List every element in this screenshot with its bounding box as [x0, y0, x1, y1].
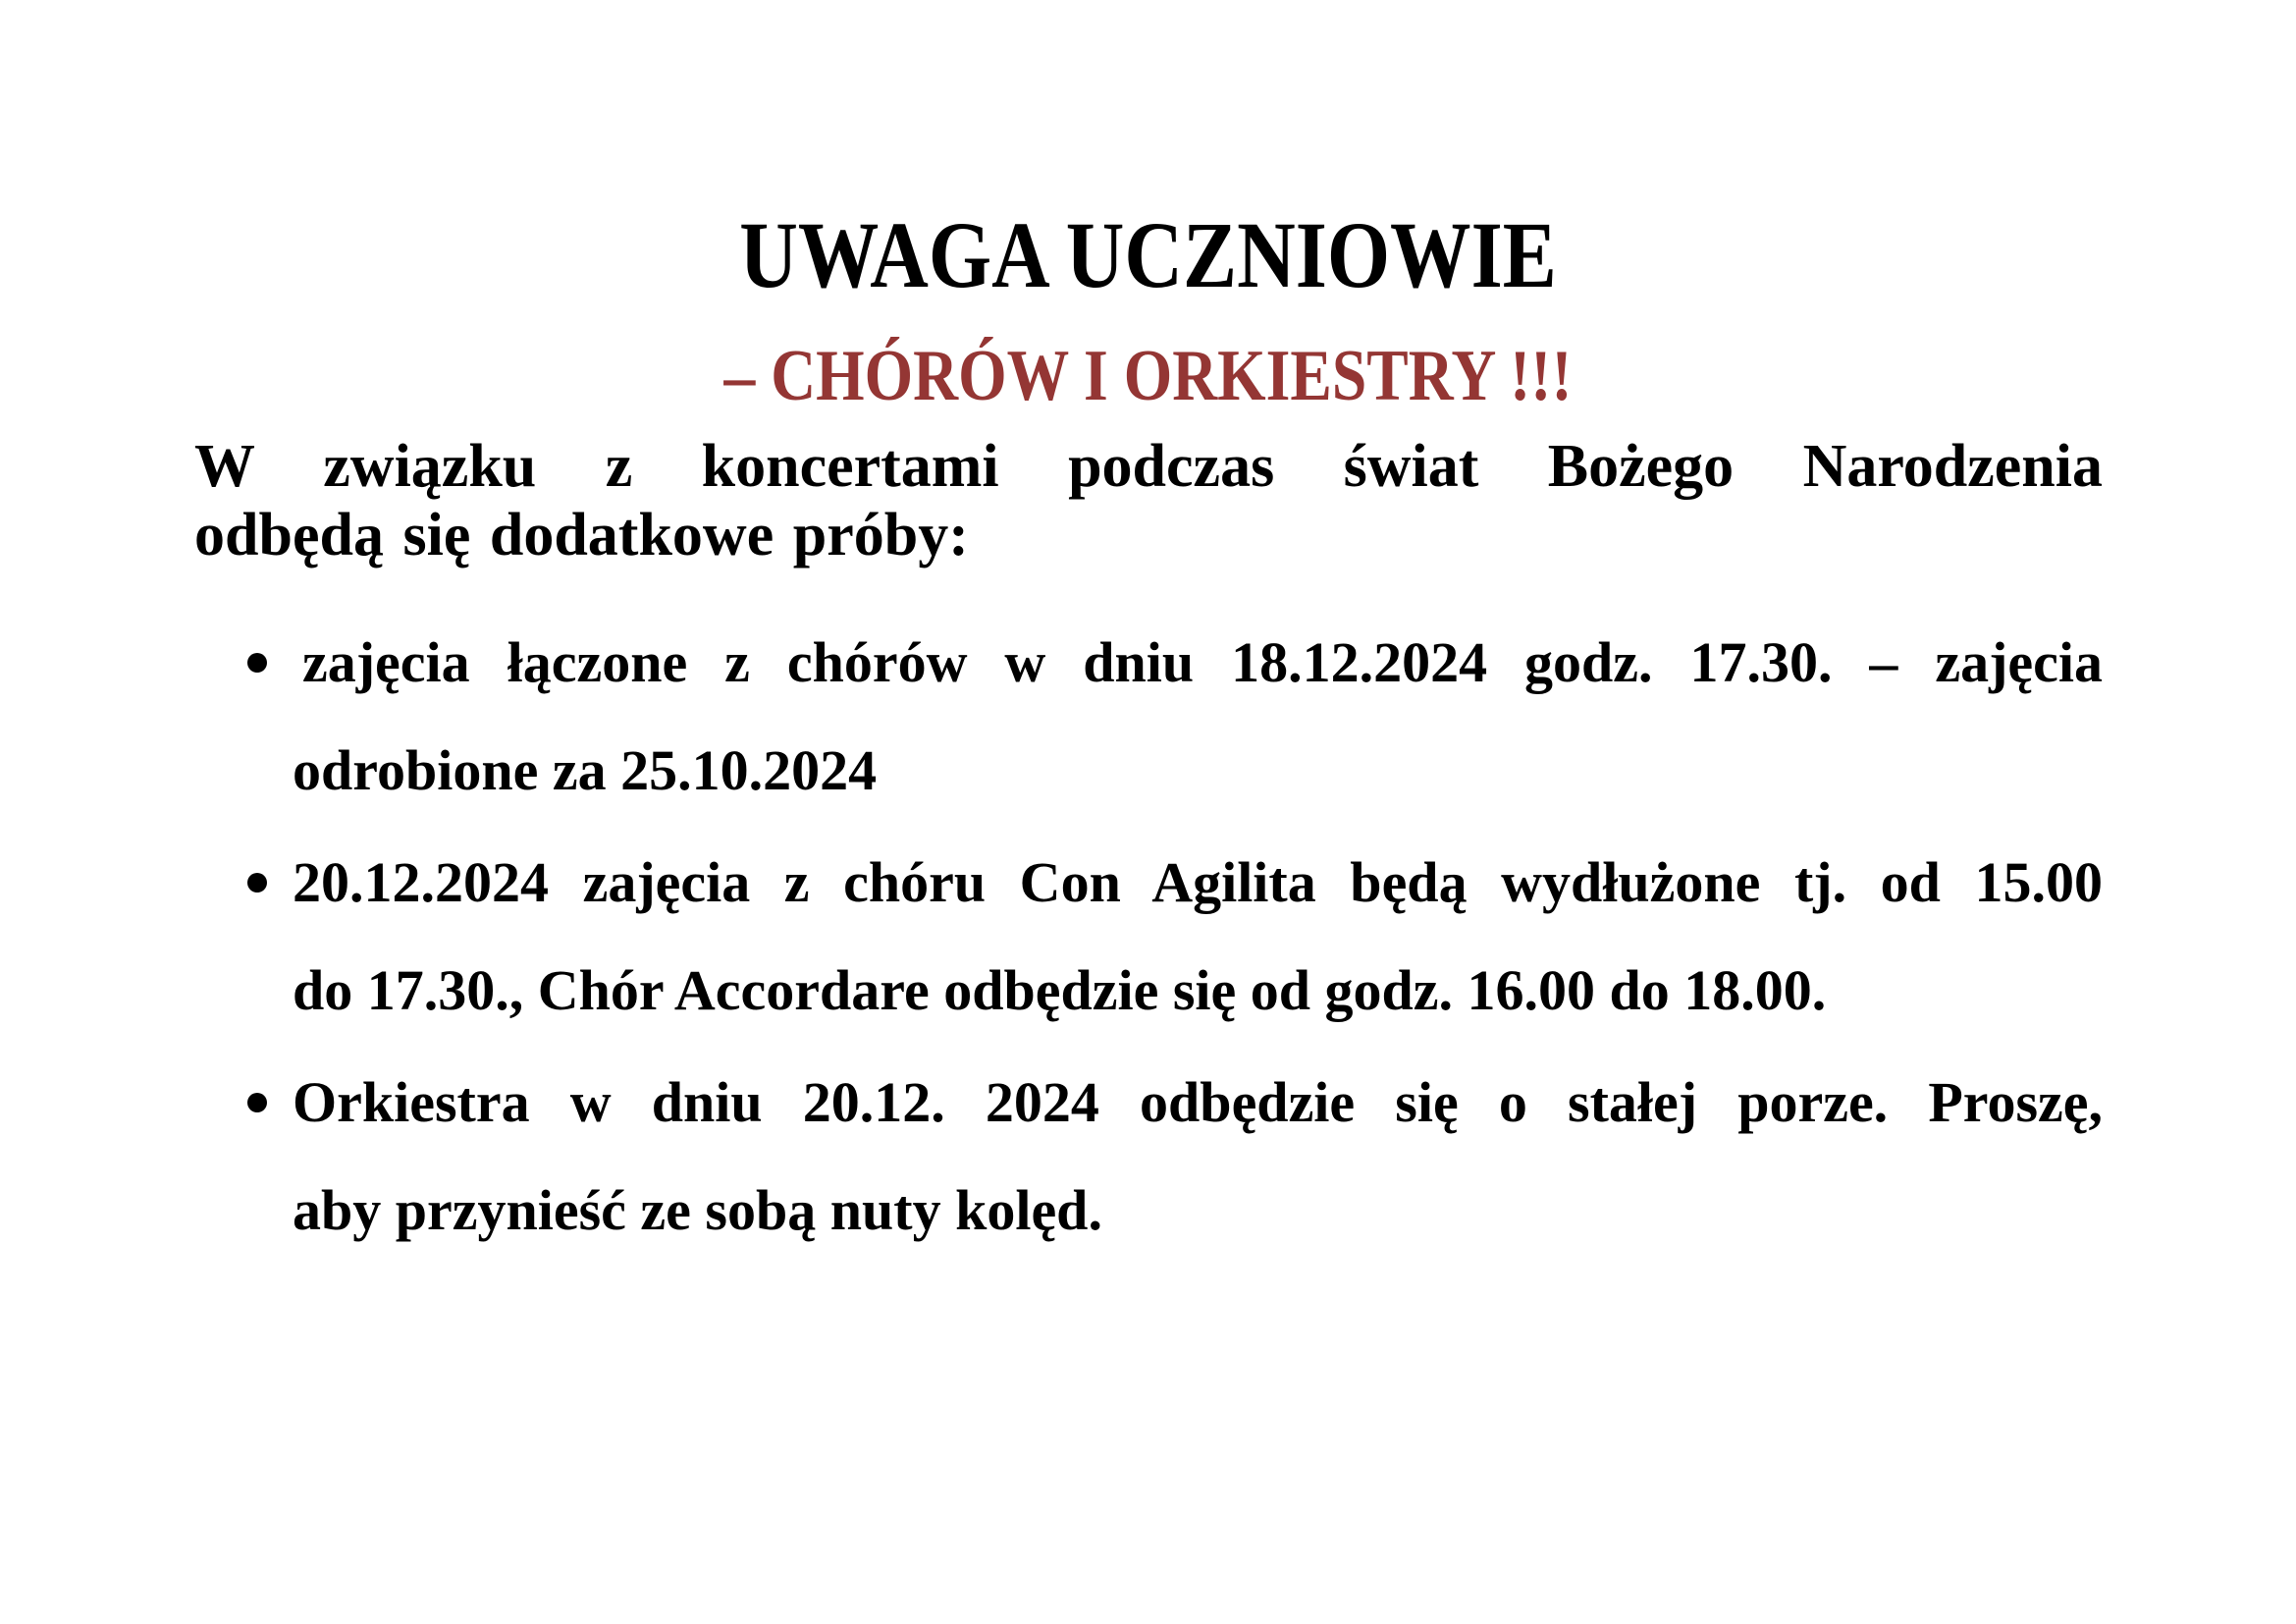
intro-line: W związku z koncertami podczas świat Bożego Narodzenia: [194, 433, 2103, 500]
page-title: UWAGA UCZNIOWIE: [739, 202, 1557, 307]
list-item-line: Orkiestra w dniu 20.12. 2024 odbędzie się o stałej porze. Proszę,: [293, 1070, 2103, 1134]
bullet-icon: [247, 1093, 267, 1112]
list-item: [0, 609, 2296, 825]
bullet-icon: [247, 873, 267, 893]
list-item-line: 20.12.2024 zajęcia z chóru Con Agilita będą wydłużone tj. od 15.00: [293, 850, 2103, 914]
intro-paragraph: [194, 432, 2103, 569]
rehearsal-list: [0, 609, 2296, 1269]
bullet-icon: [247, 653, 267, 673]
list-item-line: aby przynieść ze sobą nuty kolęd.: [293, 1178, 1102, 1242]
list-item-line: zajęcia łączone z chórów w dniu 18.12.2024 godz. 17.30. – zajęcia: [302, 630, 2103, 694]
list-item-line: odrobione za 25.10.2024: [293, 738, 878, 802]
list-item: [0, 1049, 2296, 1265]
intro-line: odbędą się dodatkowe próby:: [194, 502, 969, 568]
list-item-line: do 17.30., Chór Accordare odbędzie się od godz. 16.00 do 18.00.: [293, 958, 1827, 1022]
list-item: [0, 829, 2296, 1045]
page-subtitle: – CHÓRÓW I ORKIESTRY !!!: [723, 336, 1573, 416]
